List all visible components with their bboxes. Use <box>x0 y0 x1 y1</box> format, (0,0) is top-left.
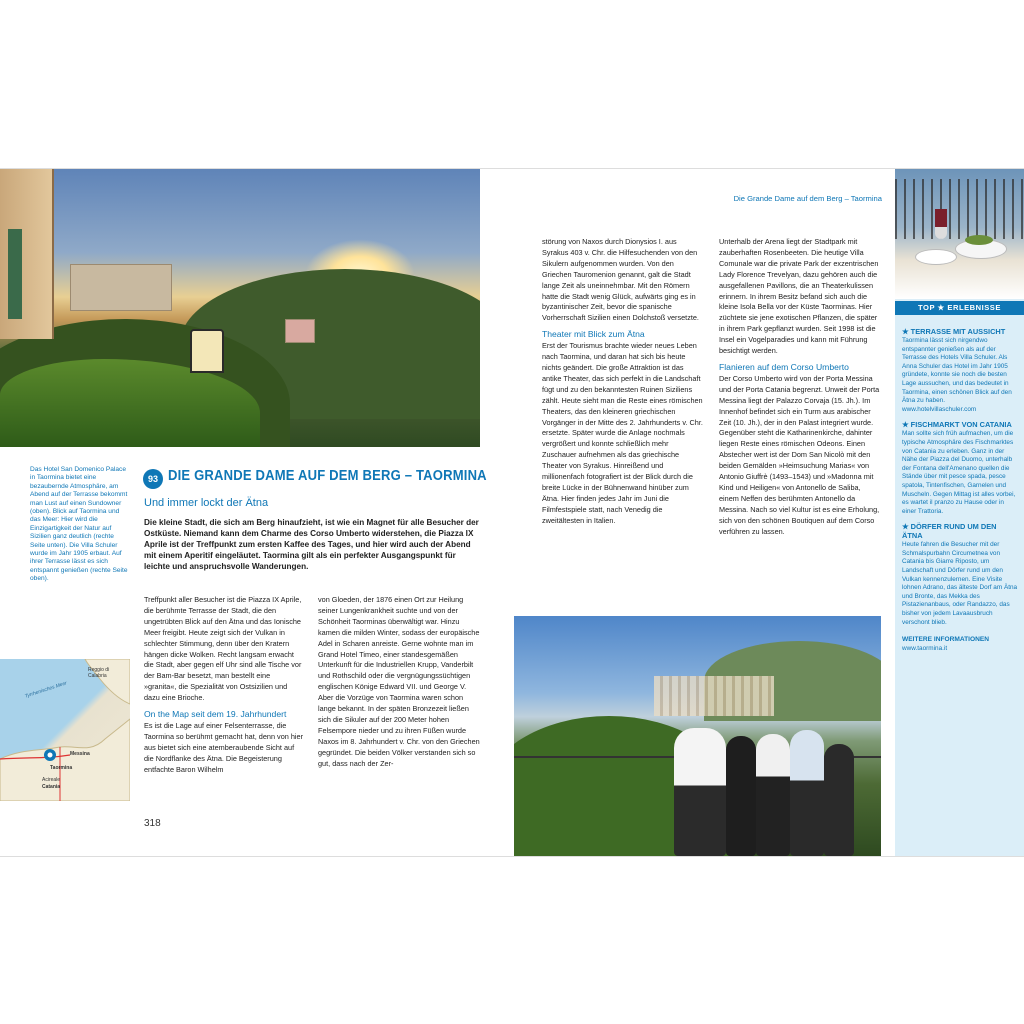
map-label-taormina: Taormina <box>50 765 73 771</box>
sidebar-header: TOP ★ ERLEBNISSE <box>895 301 1024 315</box>
map-label-catania: Catania <box>42 784 61 790</box>
map-label-reggio: Reggio di Calabria <box>88 667 110 679</box>
railing <box>895 179 1024 239</box>
map-sea-label: Tyrrhenisches Meer <box>24 680 68 700</box>
section-heading: On the Map seit dem 19. Jahrhundert <box>144 709 287 720</box>
more-info-link[interactable]: www.taormina.it <box>902 645 948 653</box>
more-info-title: WEITERE INFORMATIONEN <box>902 636 990 644</box>
section-heading: Flanieren auf dem Corso Umberto <box>719 361 849 372</box>
paragraph: Es ist die Lage auf einer Felsenterrasse, die Taormina so berühmt gemacht hat, denn von hier aus bietet sich eine atemberaubende Sicht auf die Nordflanke des Ätna. Die Begeisterung entfachte Baron Wilhelm <box>144 720 303 774</box>
paragraph: störung von Naxos durch Dionysios I. aus Syrakus 403 v. Chr. die Hilfesuchenden von den Sikulern aufgenommen wurden. Von den Griechen Tauromenion genannt, galt die Stadt lange Zeit als uneinnehmbar. Mit den Römern hatte die Stadt wenig Glück, aufwärts ging es in byzantinischer Zeit, bevor die spanische Vorherrschaft Sizilien einen Dolchstoß versetzte. <box>542 237 699 323</box>
sidebar-item-text: Taormina lässt sich nirgendwo entspannter genießen als auf der Terrasse des Hotels Villa Schuler. Als Anna Schuler das Hotel im Jahr 1905 gründete, konnte sie noch die besten Lage aussuchen, und das bedeutet in Taormina, einen schönen Blick auf den Ätna zu haben. <box>902 337 1012 405</box>
text-column-1 <box>144 595 304 776</box>
article-title: DIE GRANDE DAME AUF DEM BERG – TAORMINA <box>168 468 487 484</box>
section-heading: Theater mit Blick zum Ätna <box>542 329 645 340</box>
map-label-acireale: Acireale <box>42 777 61 783</box>
paragraph: von Gloeden, der 1876 einen Ort zur Heilung seiner Lungenkrankheit suchte und von der Schönheit Taorminas überwältigt war. Hinzu kamen die milden Winter, sodass der europäische Adel in Scharen anreiste. Gerne wohnte man im Grand Hotel Timeo, einer standesgemäßen Unterkunft für die Industriellen Krupp, Vanderbilt und Rothschild oder die vergnügungssüchtigen englischen Könige Edward VII. und George V. <box>318 595 480 692</box>
sidebar-item-text: Heute fahren die Besucher mit der Schmalspurbahn Circumetnea von Catania bis Giarre Riposto, um Landschaft und Dörfer rund um den Vulkan kennenzulernen. Eine Visite lohnen Adrano, das älteste Dorf am Ätna und Bronte, das Mekka des Pistazienanbaus, oder Randazzo, das bisher von jedem Lavaausbruch verschont blieb. <box>902 541 1018 626</box>
sidebar-item-link[interactable]: www.hotelvillaschuler.com <box>902 405 977 413</box>
sidebar-item-title: ★ DÖRFER RUND UM DEN ÄTNA <box>902 522 997 541</box>
map-label-messina: Messina <box>70 751 90 757</box>
paragraph: Treffpunkt aller Besucher ist die Piazza IX Aprile, die berühmte Terrasse der Stadt, die den ungetrübten Blick auf den Ätna und das Ionische Meer freigibt. Heute zeigt sich der Vulkan in schlechter Stimmung, denn über den Kratern hängen dicke Wolken. Recht langsam erwacht die Stadt, aber gegen elf Uhr sind alle Tische vor der Bam-Bar besetzt, man bestellt eine »granita«, die Spezialität von Ostsizilien und dazu eine Brioche. <box>144 595 302 703</box>
page-number: 318 <box>144 818 161 829</box>
article-subtitle: Und immer lockt der Ätna <box>144 497 269 509</box>
paragraph: Der Corso Umberto wird von der Porta Messina und der Porta Catania begrenzt. Unweit der Porta Messina liegt der Palazzo Corvaja (15. Jh.). Im Innenhof befindet sich ein Turm aus arabischer Zeit (10. Jh.), der in den Palast integriert wurde. Gegenüber steht die Katharinenkirche, dahinter liegen Reste eines römischen Odeons. Einen Abstecher wert ist der Dom San Nicolò mit den beiden Gemälden »Heimsuchung Marias« von Antonio Giuffrè (1493–1543) und »Madonna mit Kind und Heiligen« von Antonello de Saliba, einem Neffen des berühmten Antonello da Messina. Nach so viel Kultur ist es eine Erholung, sich von den schönen Boutiquen auf dem Corso verführen zu lassen. <box>719 373 880 536</box>
sidebar-items <box>902 321 1018 654</box>
lead-paragraph: Die kleine Stadt, die sich am Berg hinaufzieht, ist wie ein Magnet für alle Besucher der Ostküste. Niemand kann dem Charme des Corso Umberto widerstehen, die Piazza IX Aprile ist der Treffpunkt zum ersten Kaffee des Tages, und hier wird auch der Abend mit einem Aperitif eingeläutet. Taormina gilt als ein perfekter Ausgangspunkt für leichte und anspruchsvolle Wanderungen. <box>144 518 479 571</box>
book-spread <box>0 169 1024 856</box>
paragraph: Unterhalb der Arena liegt der Stadtpark mit zauberhaften Rosenbeeten. Die heutige Villa Comunale war die private Park der exzentrischen Lady Florence Trevelyan, dazu gehören auch die ausgefallenen Pavillons, die an Theaterkulissen erinnern. In ihrem Besitz befand sich auch die kleine Isola Bella vor der Küste Taorminas. Hier züchtete sie jene exotischen Pflanzen, die später in ihrem Park gepflanzt wurden. Seit 1998 ist die Insel ein Vogelparadies und kann mit Führung besichtigt werden. <box>719 237 879 356</box>
chapter-number-badge: 93 <box>143 469 163 489</box>
top-erlebnisse-sidebar <box>895 299 1024 856</box>
text-column-4 <box>719 237 882 537</box>
photo-caption: Das Hotel San Domenico Palace in Taormina bietet eine bezaubernde Atmosphäre, am Abend auf der Terrasse bekommt man Lust auf einen Sundowner (oben). Blick auf Taormina und das Meer: Hier wird die Einzigartigkeit der Natur auf Sizilien ganz deutlich (rechte Seite unten). Die Villa Schuler wurde im Jahr 1905 erbaut. Auf ihrer Terrasse lässt es sich entspannt genießen (rechte Seite oben). <box>30 466 128 583</box>
running-head: Die Grande Dame auf dem Berg – Taormina <box>733 194 882 203</box>
paragraph: Erst der Tourismus brachte wieder neues Leben nach Taormina, und daran hat sich bis heute nichts geändert. Die große Attraktion ist das antike Theater, das sich perfekt in die Landschaft fügt und zu den bekanntesten Ruinen Siziliens zählt. Heute sieht man die Reste eines römischen Theaters, das den kleineren griechischen Vorgänger in der Mitte des 2. Jahrhunderts v. Chr. ersetzte. Später wurde die Anlage nochmals vergrößert und konnte schließlich mehr Zuschauer aufnehmen als das griechische Theater von Syrakus. Hinreißend und millionenfach fotografiert ist der Blick durch die breite Lücke in der Bühnenwand hinüber zum Ätna. Hier finden jedes Jahr im Juni die Filmfestspiele statt, nach Venedig die zweitältesten in Italien. <box>542 341 703 525</box>
location-map <box>0 659 130 801</box>
sidebar-item-title: ★ TERRASSE MIT AUSSICHT <box>902 327 1006 336</box>
text-column-3 <box>542 237 704 527</box>
photo-view-etna <box>514 616 881 856</box>
photo-terrace-table <box>895 169 1024 299</box>
text-column-2 <box>318 595 480 770</box>
paragraph: Aber die Vorzüge von Taormina waren schon lange bekannt. In der späten Bronzezeit ließen sich die Sikuler auf der 200 Meter hohen Felsempore nieder und zu ihren Füßen wurde Naxos im 8. Jahrhundert v. Chr. von den Griechen gegründet. Die beiden Völker verstanden sich so gut, dass nach der Zer- <box>318 693 480 768</box>
sidebar-item-title: ★ FISCHMARKT VON CATANIA <box>902 420 1012 430</box>
sidebar-item-text: Man sollte sich früh aufmachen, um die typische Atmosphäre des Fischmarktes von Catania zu erleben. Ganz in der Nähe der Piazza del Duomo, unterhalb der Fontana dell'Amenano quellen die Stände über mit pesce spada, pesce spatola, Tintenfischen, Garnelen und Muscheln. Gegen Mittag ist alles vorbei, es wartet il pranzo zu Hause oder in einer Trattoria. <box>902 430 1016 515</box>
photo-taormina-sunset <box>0 169 480 447</box>
